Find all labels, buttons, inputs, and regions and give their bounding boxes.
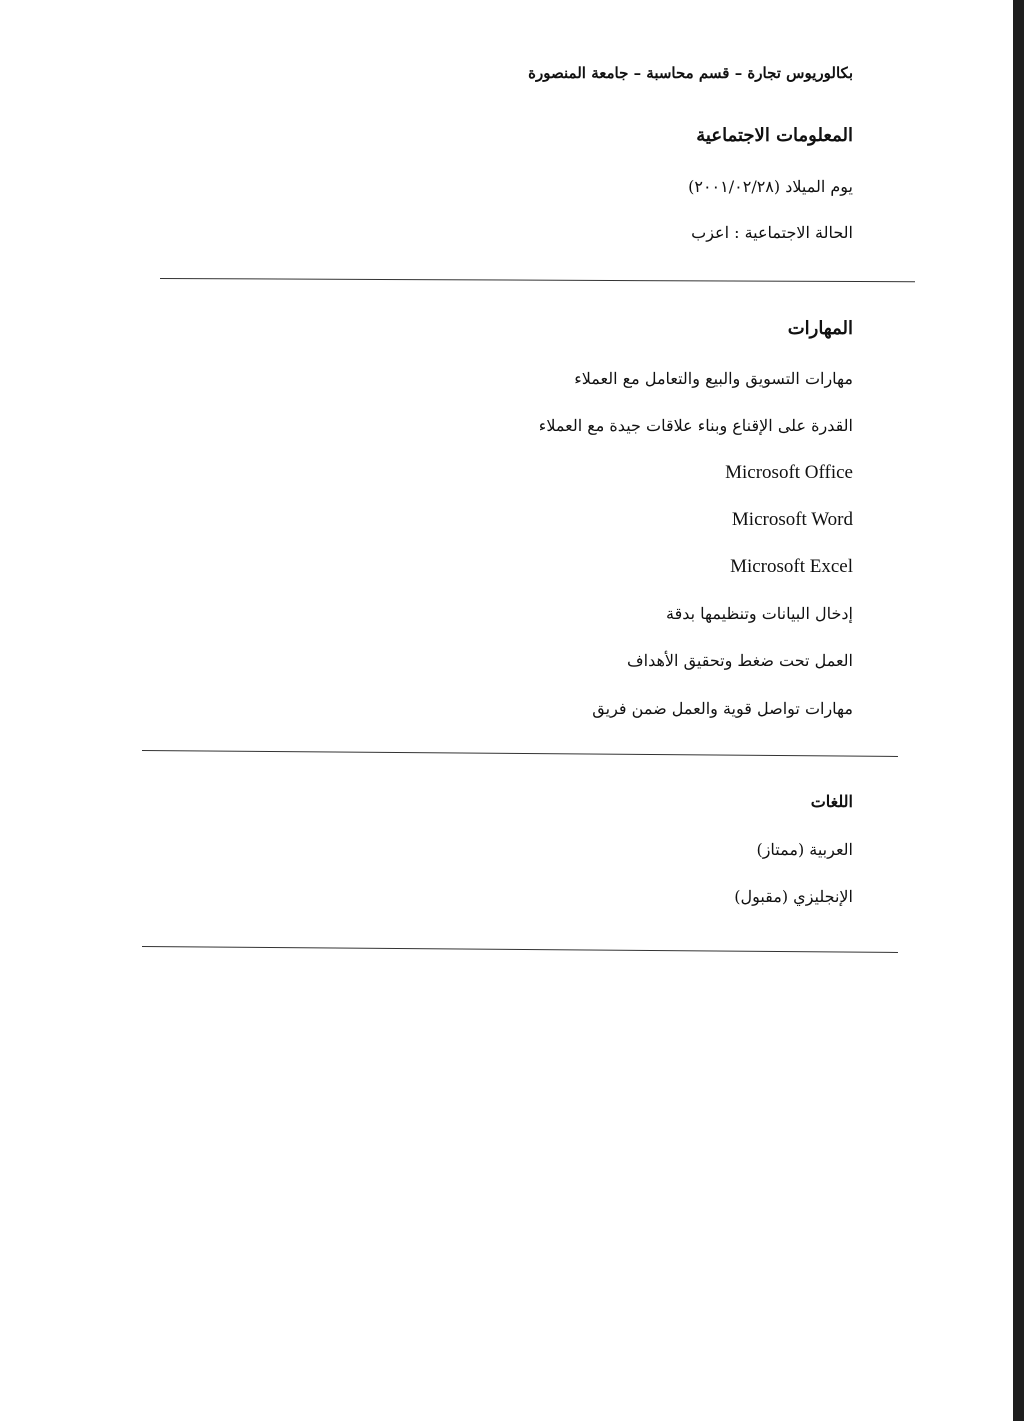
personal-info-heading: المعلومات الاجتماعية [696,125,853,146]
skill-item: العمل تحت ضغط وتحقيق الأهداف [627,651,853,670]
skill-item: إدخال البيانات وتنظيمها بدقة [666,604,853,623]
section-divider [160,278,915,282]
skill-item: مهارات التسويق والبيع والتعامل مع العملاء [574,369,853,388]
skill-item: القدرة على الإقناع وبناء علاقات جيدة مع العملاء [538,416,853,435]
language-item: الإنجليزي (مقبول) [734,887,853,906]
language-item: العربية (ممتاز) [756,840,853,859]
skill-item: Microsoft Excel [730,556,853,577]
skills-heading: المهارات [787,318,853,339]
languages-heading: اللغات [810,792,853,811]
page-edge [1013,0,1024,1421]
section-divider [142,946,898,953]
skill-item: مهارات تواصل قوية والعمل ضمن فريق [592,699,853,718]
skill-item: Microsoft Office [725,462,853,483]
degree-line: بكالوريوس تجارة – قسم محاسبة – جامعة المنصورة [528,64,853,82]
skill-item: Microsoft Word [731,509,853,530]
marital-status: الحالة الاجتماعية : اعزب [691,223,853,242]
section-divider [142,750,898,757]
birth-date: يوم الميلاد (٢٠٠١/٠٢/٢٨) [688,177,853,196]
